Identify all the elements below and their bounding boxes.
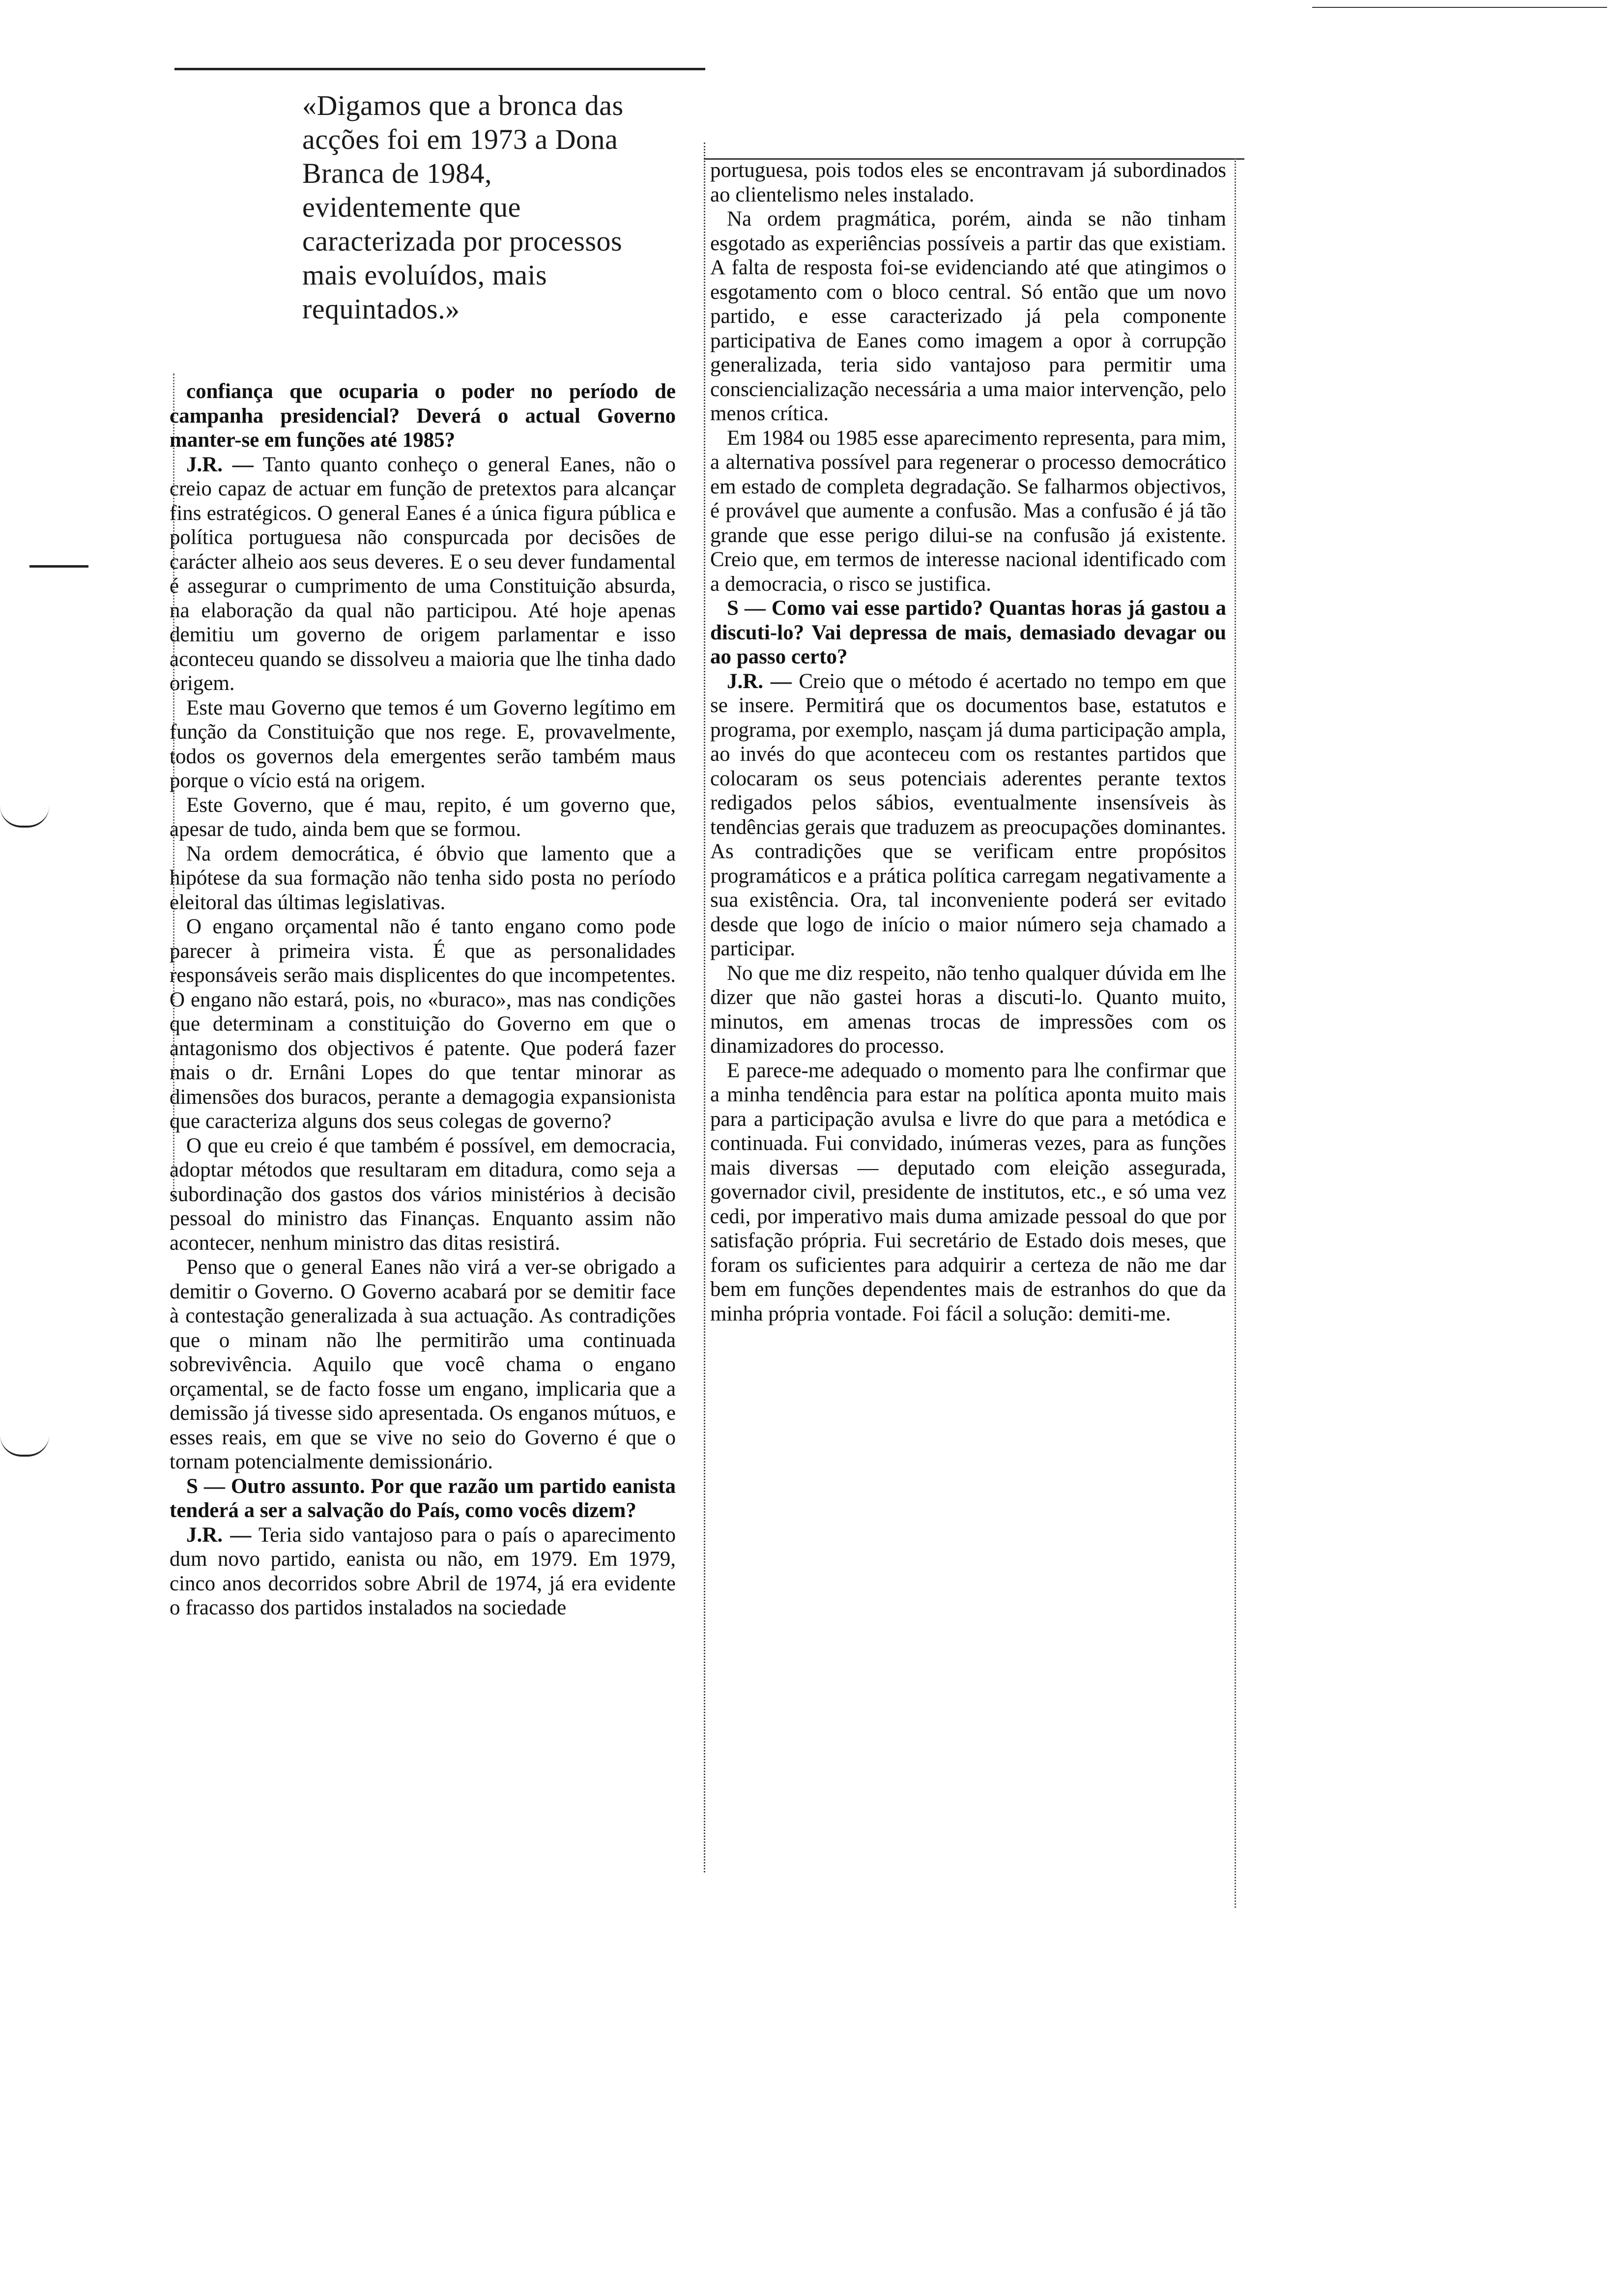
paragraph-text: Este mau Governo que temos é um Governo legítimo em função da Constituição que nos rege. E, provavelmente, todos os governos dela emergentes serão também maus porque o vício está na origem. — [170, 696, 676, 792]
interview-answer — [170, 453, 676, 696]
right-column — [710, 158, 1226, 1326]
paragraph-text: Penso que o general Eanes não virá a ver-se obrigado a demitir o Governo. O Governo acabará por se demitir face à contestação generalizada à sua actuação. As contradições que o minam não lhe permitirão uma continuada sobrevivência. Aquilo que você chama o engano orçamental, se de facto fosse um engano, implicaria que a demissão já tivesse sido apresentada. Os enganos mútuos, e esses reais, em que se vive no seio do Governo é que o tornam potencialmente demissionário. — [170, 1256, 676, 1473]
interview-answer — [710, 669, 1226, 961]
margin-curve — [0, 1435, 49, 1457]
interview-answer — [170, 1523, 676, 1620]
answer-text: Tanto quanto conheço o general Eanes, não o creio capaz de actuar em função de pretextos para alcançar fins estratégicos. O general Eanes é a única figura pública e política portuguesa não conspurcada por decisões de carácter alheio aos seus deveres. E o seu dever fundamental é assegurar o cumprimento de uma Constituição absurda, na elaboração da qual não participou. Até hoje apenas demitiu um governo de origem parlamentar e isso aconteceu quando se dissolveu a maioria que lhe tinha dado origem. — [170, 453, 676, 695]
pull-quote-text: «Digamos que a bronca das acções foi em 1973 a Dona Branca de 1984, evidentemente que caracterizada por processos mais evoluídos, mais requintados.» — [302, 89, 624, 325]
speaker-label: J.R. — — [186, 453, 254, 476]
question-text: S — Como vai esse partido? Quantas horas já gastou a discuti-lo? Vai depressa de mais, demasiado devagar ou ao passo certo? — [710, 597, 1226, 668]
top-edge-line — [1312, 7, 1607, 8]
paragraph-text: portuguesa, pois todos eles se encontravam já subordinados ao clientelismo neles instalado. — [710, 159, 1226, 206]
body-paragraph — [170, 915, 676, 1134]
top-rule — [174, 68, 705, 70]
body-paragraph — [710, 158, 1226, 207]
answer-text: Creio que o método é acertado no tempo em que se insere. Permitirá que os documentos base, estatutos e programa, por exemplo, nasçam já duma participação ampla, ao invés do que aconteceu com os restantes partidos que colocaram os seus potenciais aderentes perante textos redigados pelos sábios, eventualmente insensíveis às tendências gerais que traduzem as preocupações dominantes. As contradições que se verificam entre propósitos programáticos e a prática política carregam negativamente a sua existência. Ora, tal inconveniente poderá ser evitado desde que logo de início o maior número seja chamado a participar. — [710, 669, 1226, 960]
speaker-label: J.R. — — [727, 669, 792, 693]
paragraph-text: Em 1984 ou 1985 esse aparecimento representa, para mim, a alternativa possível para regenerar o processo democrático em estado de completa degradação. Se falharmos objectivos, é provável que aumente a confusão. Mas a confusão é já tão grande que esse perigo dilui-se na confusão já existente. Creio que, em termos de interesse nacional identificado com a democracia, o risco se justifica. — [710, 426, 1226, 596]
column-divider — [704, 143, 705, 1872]
interview-question — [170, 1474, 676, 1523]
question-text: S — Outro assunto. Por que razão um partido eanista tenderá a ser a salvação do País, como vocês dizem? — [170, 1474, 676, 1522]
margin-curve — [0, 806, 49, 828]
body-paragraph — [710, 961, 1226, 1059]
body-paragraph — [710, 207, 1226, 426]
pull-quote — [302, 88, 691, 326]
interview-question — [710, 596, 1226, 669]
answer-text: Teria sido vantajoso para o país o aparecimento dum novo partido, eanista ou não, em 1979. Em 1979, cinco anos decorridos sobre Abril de 1974, já era evidente o fracasso dos partidos instalados na sociedade — [170, 1523, 676, 1619]
paragraph-text: Na ordem democrática, é óbvio que lamento que a hipótese da sua formação não tenha sido posta no período eleitoral das últimas legislativas. — [170, 842, 676, 914]
paragraph-text: O que eu creio é que também é possível, em democracia, adoptar métodos que resultaram em ditadura, como seja a subordinação dos gastos dos vários ministérios à decisão pessoal do ministro das Finanças. Enquanto assim não acontecer, nenhum ministro das ditas resistirá. — [170, 1134, 676, 1255]
right-column-edge — [1235, 158, 1236, 1908]
speaker-label: J.R. — — [186, 1523, 252, 1547]
body-paragraph — [710, 1059, 1226, 1326]
body-paragraph — [170, 696, 676, 793]
paragraph-text: O engano orçamental não é tanto engano como pode parecer à primeira vista. É que as personalidades responsáveis serão mais displicentes do que incompetentes. O engano não estará, pois, no «buraco», mas nas condições que determinam a constituição do Governo em que o antagonismo dos objectivos é patente. Que poderá fazer mais o dr. Ernâni Lopes do que tentar minorar as dimensões dos buracos, perante a demagogia expansionista que caracteriza alguns dos seus colegas de governo? — [170, 915, 676, 1133]
left-column — [170, 379, 676, 1620]
paragraph-text: No que me diz respeito, não tenho qualquer dúvida em lhe dizer que não gastei horas a discuti-lo. Quanto muito, minutos, em amenas trocas de impressões com os dinamizadores do processo. — [710, 961, 1226, 1058]
paragraph-text: Este Governo, que é mau, repito, é um governo que, apesar de tudo, ainda bem que se formou. — [170, 793, 676, 841]
interview-question — [170, 379, 676, 453]
body-paragraph — [710, 426, 1226, 597]
paragraph-text: E parece-me adequado o momento para lhe confirmar que a minha tendência para estar na política aponta muito mais para a participação avulsa e livre do que para a metódica e continuada. Fui convidado, inúmeras vezes, para as funções mais diversas — deputado com eleição assegurada, governador civil, presidente de institutos, etc., e só uma vez cedi, por imperativo mais duma amizade pessoal do que por satisfação própria. Fui secretário de Estado dois meses, que foram os suficientes para adquirir a certeza de não me dar bem em funções dependentes mais de estranhos do que da minha própria vontade. Foi fácil a solução: demiti-me. — [710, 1059, 1226, 1325]
body-paragraph — [170, 842, 676, 915]
paragraph-text: Na ordem pragmática, porém, ainda se não tinham esgotado as experiências possíveis a partir das que existiam. A falta de resposta foi-se evidenciando até que atingimos o esgotamento com o bloco central. Só então que um novo partido, e esse caracterizado já pela componente participativa de Eanes como imagem a opor à corrupção generalizada, teria sido vantajoso para permitir uma consciencialização necessária a uma maior intervenção, pelo menos crítica. — [710, 207, 1226, 425]
body-paragraph — [170, 1255, 676, 1474]
margin-scratch — [29, 565, 88, 568]
body-paragraph — [170, 793, 676, 842]
body-paragraph — [170, 1134, 676, 1256]
question-text: confiança que ocuparia o poder no período de campanha presidencial? Deverá o actual Governo manter-se em funções até 1985? — [170, 380, 676, 452]
